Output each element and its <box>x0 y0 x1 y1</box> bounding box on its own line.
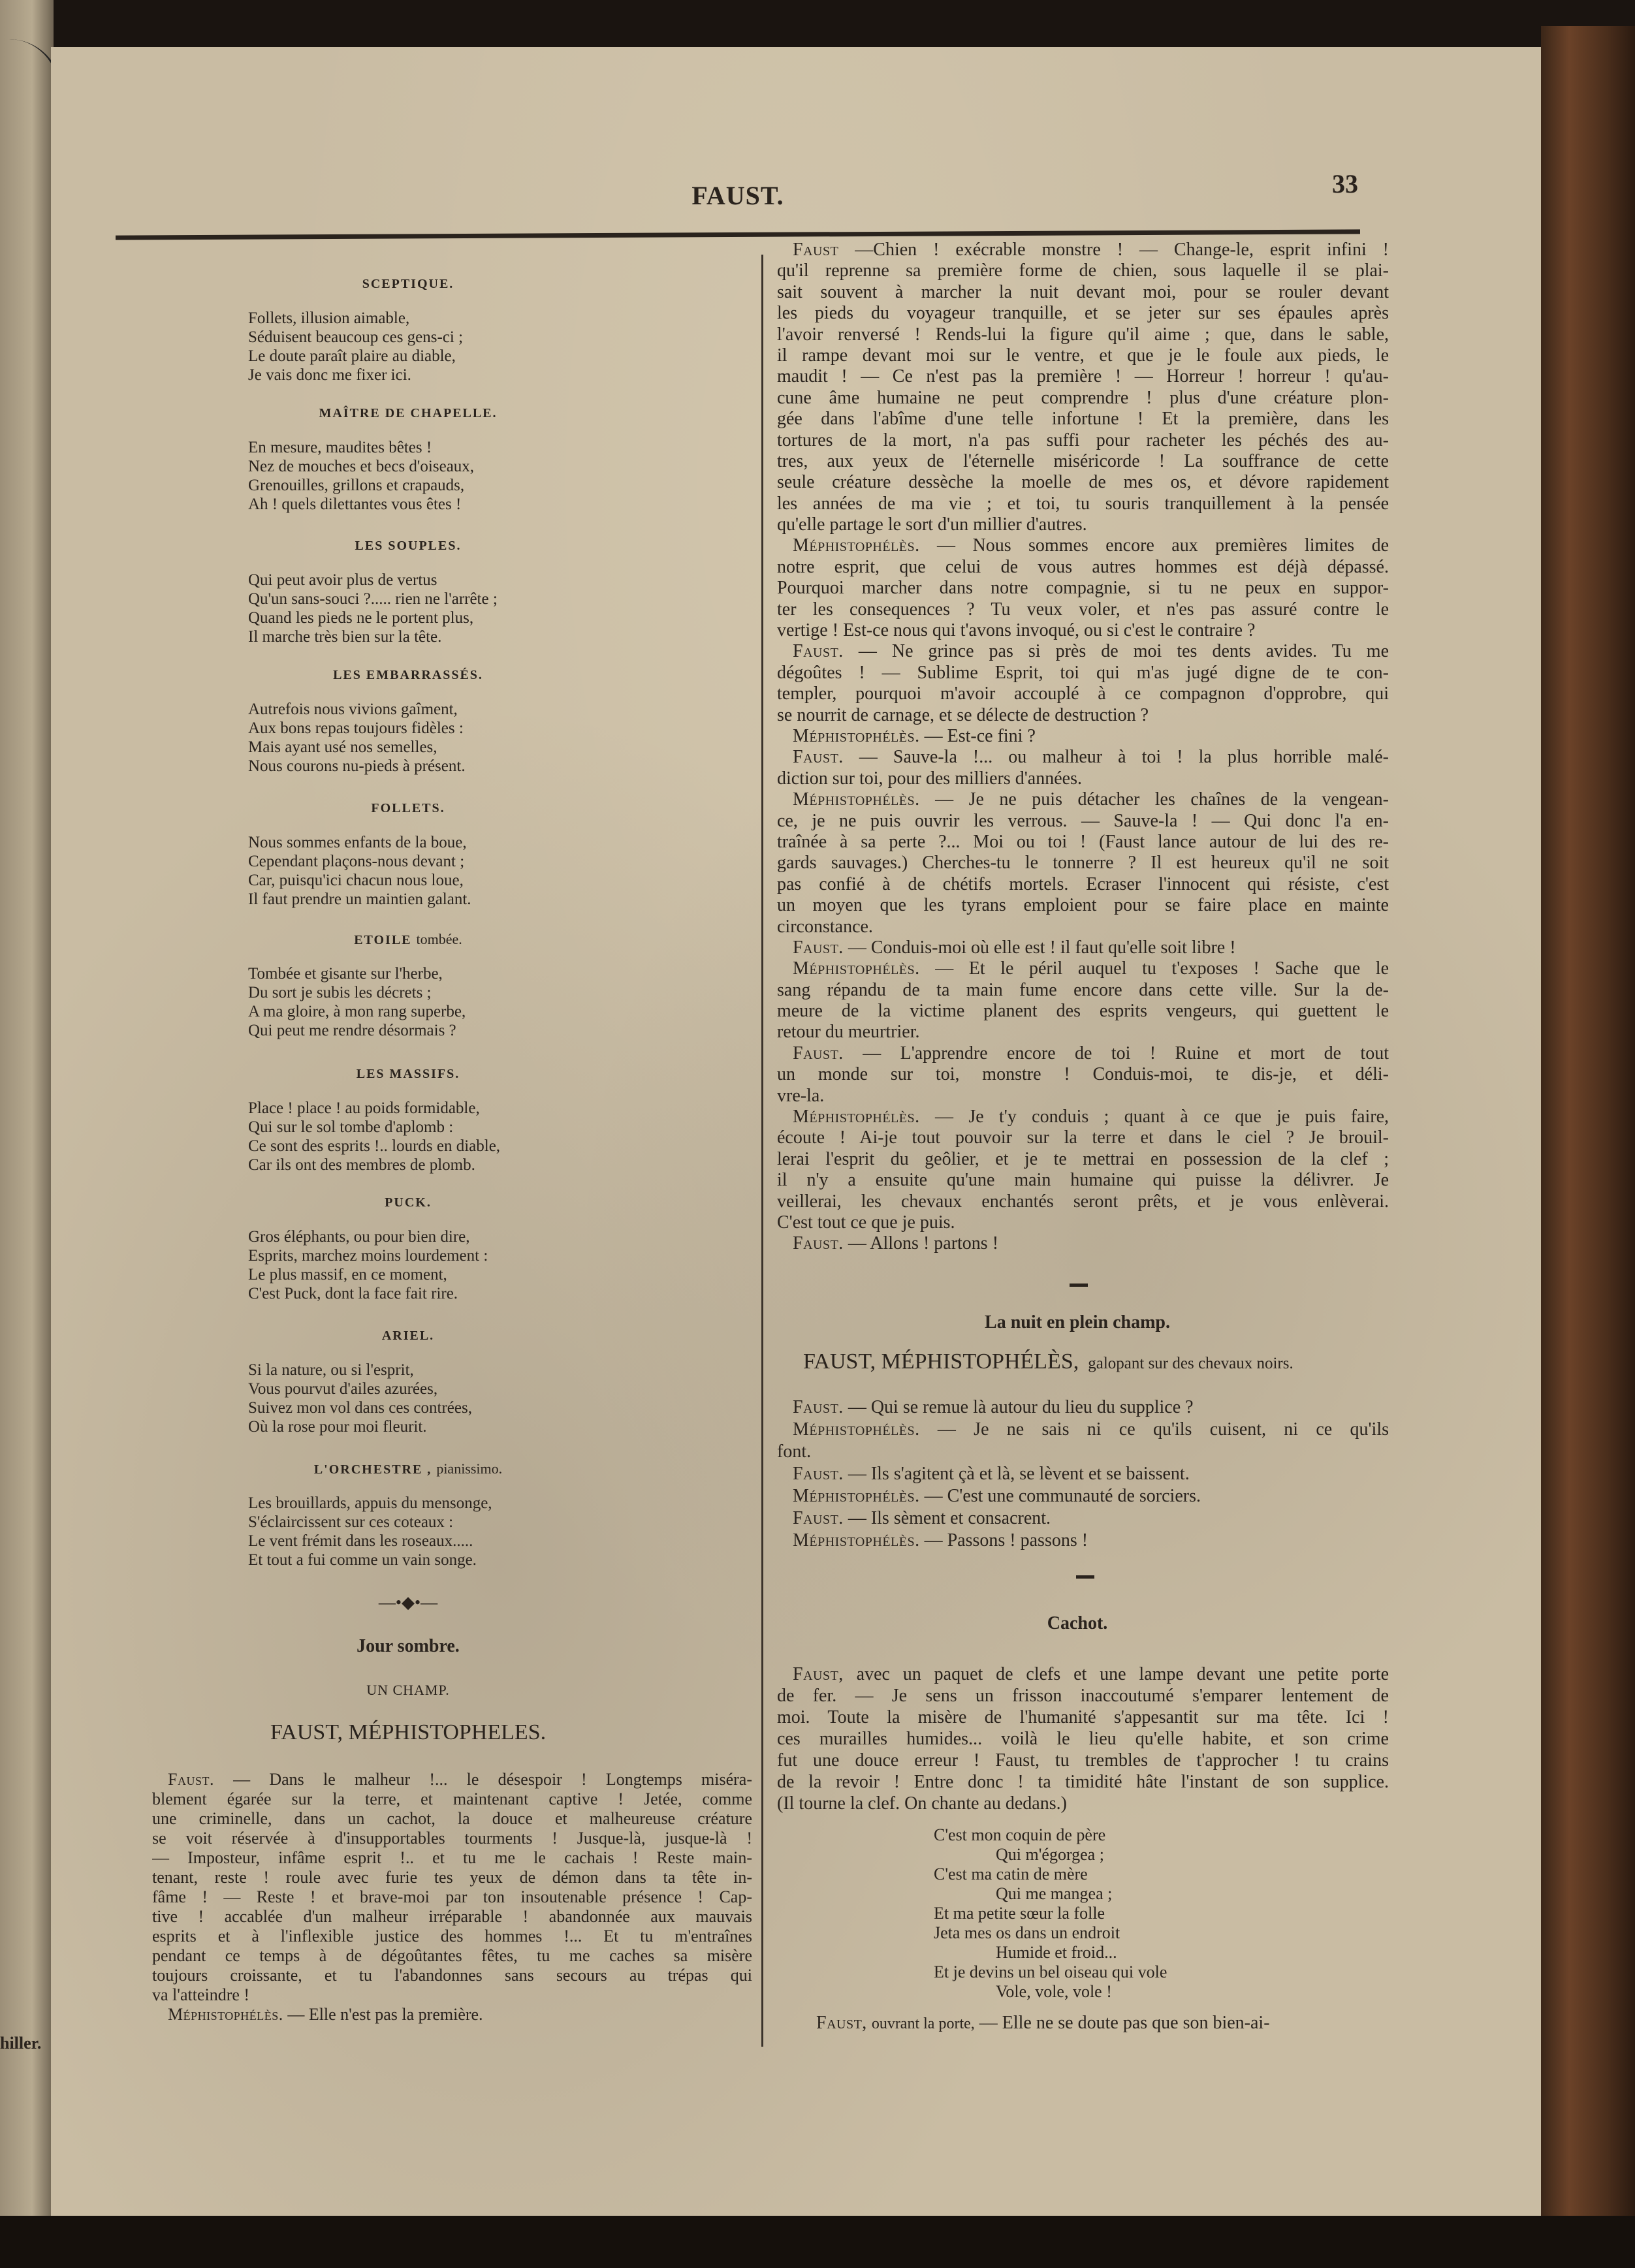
stanza-lines <box>248 1361 757 1436</box>
speech-line <box>777 980 1389 1001</box>
dialogue-text: de la revoir ! Entre donc ! ta timidité hâte l'instant de son supplice. <box>777 1772 1389 1792</box>
speech-line <box>152 1927 752 1946</box>
speech-line <box>777 811 1389 832</box>
stanza-lines <box>248 700 757 776</box>
speech-first-line <box>777 1463 1389 1485</box>
speech-line <box>777 1685 1389 1707</box>
verse-line: Ce sont des esprits !.. lourds en diable, <box>248 1137 501 1155</box>
dialogue-text: cune âme humaine ne peut comprendre ! plus d'une créature plon- <box>777 387 1389 408</box>
stanza-heading <box>248 800 568 817</box>
dialogue-text: vre-la. <box>777 1085 825 1106</box>
song-line: Qui m'égorgea ; <box>996 1845 1104 1864</box>
speech-first-line <box>777 747 1389 768</box>
dialogue-text: — Nous sommes encore aux premières limites de <box>937 535 1389 556</box>
verse-line: Car, puisqu'ici chacun nous loue, <box>248 872 464 889</box>
verse-line: Le doute paraît plaire au diable, <box>248 347 456 365</box>
verse-line: Les brouillards, appuis du mensonge, <box>248 1494 492 1512</box>
dialogue-text: meure de la victime planent des esprits vengeurs, qui guettent le <box>777 1001 1389 1022</box>
stanza-lines <box>248 438 757 514</box>
scene-characters: FAUST, MÉPHISTOPHELES. <box>270 1720 547 1744</box>
dialogue-text: se nourrit de carnage, et se délecte de destruction ? <box>777 704 1149 725</box>
stanza-heading-text: ARIEL. <box>381 1329 435 1343</box>
dialogue-text: diction sur toi, pour des milliers d'années. <box>777 768 1082 789</box>
song-verse <box>934 1825 1167 2002</box>
speech-line <box>777 1001 1389 1022</box>
left-dialogue <box>152 1770 752 2024</box>
verse-line: Il marche très bien sur la tête. <box>248 628 442 646</box>
stanza-heading-text: PUCK. <box>385 1195 432 1210</box>
speaker-name: Faust, <box>816 2013 867 2033</box>
speech-first-line <box>777 937 1389 958</box>
stanza-heading-text: L'ORCHESTRE , <box>313 1462 432 1477</box>
stanza-heading <box>248 1065 568 1082</box>
speech-line <box>777 1441 1389 1463</box>
stanza-heading <box>248 667 568 684</box>
stanza-heading <box>248 1194 568 1211</box>
speech-line <box>777 1771 1389 1793</box>
dialogue-text: — Allons ! partons ! <box>848 1233 999 1254</box>
stanza <box>248 931 757 1040</box>
cachot-scene-title: Cachot. <box>1047 1613 1108 1633</box>
margin-fragment: hiller. <box>0 2034 42 2053</box>
speech-line <box>152 1907 752 1927</box>
verse-line: A ma gloire, à mon rang superbe, <box>248 1003 466 1020</box>
verse-line: Ah ! quels dilettantes vous êtes ! <box>248 496 462 513</box>
final-dialogue-line <box>816 2012 1270 2035</box>
verse-line: Je vais donc me fixer ici. <box>248 366 411 384</box>
verse-line: Qui peut me rendre désormais ? <box>248 1022 456 1039</box>
speaker-name: Méphistophélès. <box>793 535 920 556</box>
dialogue-text: font. <box>777 1441 812 1462</box>
dialogue-text: lerai l'esprit du geôlier, et je te mettrai en possession de la clef ; <box>777 1148 1389 1169</box>
dialogue-text: — Est-ce fini ? <box>924 725 1036 746</box>
night-dialogue <box>777 1396 1389 1552</box>
stanza-heading <box>248 1327 568 1344</box>
dialogue-text: traînée à sa perte ?... Moi ou toi ! (Faust lance autour de lui des re- <box>777 831 1389 852</box>
speech-line <box>777 1750 1389 1771</box>
stanza-heading-text: LES SOUPLES. <box>355 539 462 553</box>
dialogue-text: écoute ! Ai-je tout pouvoir sur la terre et dans le ciel ? Je brouil- <box>777 1127 1389 1148</box>
speaker-name: Faust. <box>793 1043 844 1063</box>
column-divider <box>761 255 763 2047</box>
stanza-subheading: tombée. <box>416 931 462 947</box>
dialogue-text: templer, pourquoi m'avoir accouplé à ce compagnon d'opprobre, qui <box>777 684 1389 704</box>
dialogue-text: gards sauvages.) Cherches-tu le tonnerre ? Il est heureux qu'il ne soit <box>777 853 1389 874</box>
speech-line <box>777 1022 1389 1043</box>
song-line: Et je devins un bel oiseau qui vole <box>934 1962 1167 1981</box>
dialogue-text: — Ils sèment et consacrent. <box>848 1508 1051 1528</box>
dialogue-text: va l'atteindre ! <box>152 1985 250 2004</box>
dialogue-text: qu'il reprenne sa première forme de chien, sous laquelle il se plai- <box>777 260 1389 281</box>
stanza-lines <box>248 1099 757 1174</box>
dialogue-text: retour du meurtrier. <box>777 1022 920 1043</box>
verse-line: Du sort je subis les décrets ; <box>248 984 432 1001</box>
stanza-lines <box>248 1227 757 1303</box>
song-line: Vole, vole, vole ! <box>996 1982 1112 2001</box>
speech-line <box>777 1064 1389 1085</box>
stanza <box>248 1065 757 1174</box>
dialogue-text: pas confié à de chétifs mortels. Ecraser l'innocent qui résiste, c'est <box>777 874 1389 894</box>
stanza-heading-text: ETOILE <box>354 933 412 947</box>
dialogue-text: les années de ma vie ; et toi, tu souris tranquillement à la pensée <box>777 493 1389 514</box>
stanza <box>248 1194 757 1303</box>
speech-line <box>777 324 1389 345</box>
speech-line <box>152 1809 752 1829</box>
dialogue-text: sait souvent à marcher la nuit devant moi, pour se rouler devant <box>777 281 1389 302</box>
dialogue-text: il rampe devant moi sur le ventre, et que je le foule aux pieds, le <box>777 345 1389 366</box>
dialogue-text: les pieds du voyageur tranquille, et se jeter sur ses épaules après <box>777 303 1389 324</box>
dialogue-text: — Je ne sais ni ce qu'ils cuisent, ni ce qu'ils <box>937 1419 1389 1440</box>
page-number: 33 <box>1332 169 1358 198</box>
verse-line: Autrefois nous vivions gaîment, <box>248 701 458 718</box>
speech-first-line <box>777 535 1389 556</box>
dialogue-text: — Passons ! passons ! <box>924 1530 1088 1551</box>
speaker-name: Méphistophélès. <box>793 1107 920 1127</box>
dialogue-text: veillerai, les chevaux enchantés seront prêts, et je vous enlèverai. <box>777 1191 1389 1212</box>
dialogue-text: avec un paquet de clefs et une lampe devant une petite porte <box>856 1664 1389 1684</box>
dialogue-text: qu'elle partage le sort d'un millier d'autres. <box>777 514 1087 535</box>
verse-line: Qui peut avoir plus de vertus <box>248 571 437 589</box>
speech-line <box>152 1887 752 1907</box>
night-scene-characters: FAUST, MÉPHISTOPHÉLÈS, <box>803 1349 1079 1374</box>
verse-line: Qu'un sans-souci ?..... rien ne l'arrête ; <box>248 590 498 608</box>
dialogue-text: dégoûtes ! — Sublime Esprit, toi qui m'as jugé digne de te con- <box>777 662 1389 683</box>
dialogue-text: un monde sur toi, monstre ! Conduis-moi, te dis-je, et déli- <box>777 1064 1389 1085</box>
stanza <box>248 1460 757 1569</box>
speech-line <box>777 768 1389 789</box>
song-line: Et ma petite sœur la folle <box>934 1904 1105 1923</box>
dialogue-text: blement égarée sur la terre, et maintenant captive ! Jetée, comme <box>152 1789 752 1808</box>
dialogue-text: — Sauve-la !... ou malheur à toi ! la plus horrible malé- <box>859 747 1389 768</box>
speech-line <box>777 1086 1389 1107</box>
speech-line <box>152 1829 752 1848</box>
speech-line <box>152 1848 752 1868</box>
speech-first-line <box>777 1485 1389 1507</box>
dialogue-text: esprits et à l'inflexible justice des hommes !... Et tu m'entraînes <box>152 1927 752 1945</box>
cachot-dialogue <box>777 1663 1389 1814</box>
song-line: Jeta mes os dans un endroit <box>934 1923 1120 1942</box>
speech-line <box>152 1966 752 1985</box>
speech-line <box>777 472 1389 493</box>
night-scene-heading <box>803 1347 1294 1380</box>
speech-line <box>777 620 1389 641</box>
dialogue-text: — Dans le malheur !... le désespoir ! Longtemps miséra- <box>233 1770 752 1789</box>
speech-line <box>777 430 1389 451</box>
dialogue-text: fut une douce erreur ! Faust, tu trembles de t'approcher ! tu crains <box>777 1750 1389 1771</box>
dialogue-text: — Je ne puis détacher les chaînes de la vengean- <box>935 789 1389 810</box>
song-line: C'est ma catin de mère <box>934 1865 1088 1883</box>
dialogue-text: tortures de la mort, n'a pas suffi pour racheter les péchés des au- <box>777 430 1389 450</box>
verse-line: Mais ayant usé nos semelles, <box>248 738 437 756</box>
speech-first-line <box>777 1043 1389 1064</box>
verse-line: Le vent frémit dans les roseaux..... <box>248 1532 473 1550</box>
verse-line: Car ils ont des membres de plomb. <box>248 1156 475 1174</box>
verse-line: Aux bons repas toujours fidèles : <box>248 719 464 737</box>
speech-first-line <box>777 240 1389 260</box>
verse-line: Grenouilles, grillons et crapauds, <box>248 477 465 494</box>
speech-line <box>777 1793 1389 1814</box>
speech-first-line <box>152 1770 752 1789</box>
stanza-heading <box>248 405 568 422</box>
dialogue-text: de fer. — Je sens un frisson inaccoutumé s'emparer lentement de <box>777 1686 1389 1706</box>
dialogue-text: ces murailles humides... voilà le lieu qu'elle habite, et son crime <box>777 1729 1389 1749</box>
dialogue-text: — Qui se remue là autour du lieu du supplice ? <box>848 1397 1194 1417</box>
speech-line <box>777 282 1389 303</box>
speaker-name: Faust. <box>793 1233 844 1254</box>
speech-line <box>777 366 1389 387</box>
running-title: FAUST. <box>691 181 784 210</box>
ornament-divider: —•◆•— <box>378 1593 438 1612</box>
speech-line <box>777 853 1389 874</box>
dialogue-text: — Conduis-moi où elle est ! il faut qu'elle soit libre ! <box>848 937 1236 958</box>
speech-line <box>152 1985 752 2005</box>
dialogue-text: — Ne grince pas si près de moi tes dents avides. Tu me <box>858 641 1389 662</box>
speech-line <box>152 1868 752 1887</box>
stanza-heading <box>248 276 568 292</box>
speech-first-line <box>777 1507 1389 1530</box>
verse-line: Nez de mouches et becs d'oiseaux, <box>248 458 475 475</box>
verse-line: S'éclaircissent sur ces coteaux : <box>248 1513 454 1531</box>
verse-line: Et tout a fui comme un vain songe. <box>248 1551 477 1569</box>
verse-line: En mesure, maudites bêtes ! <box>248 439 432 456</box>
speaker-name: Faust. <box>793 1397 844 1417</box>
speech-first-line <box>777 1663 1389 1685</box>
dialogue-text: — Je t'y conduis ; quant à ce que je puis faire, <box>934 1107 1389 1127</box>
speech-line <box>777 1170 1389 1191</box>
speaker-name: Méphistophélès. <box>793 789 920 810</box>
speaker-name: Faust <box>793 240 839 260</box>
speech-line <box>777 345 1389 366</box>
speech-first-line <box>777 641 1389 662</box>
scene-place: UN CHAMP. <box>366 1682 450 1698</box>
scan-border <box>0 2216 1635 2268</box>
speech-first-line <box>152 2005 752 2024</box>
speech-line <box>777 494 1389 514</box>
dialogue-text: toujours croissante, et tu l'abandonnes sans secours au trépas qui <box>152 1966 752 1985</box>
speech-line <box>777 1149 1389 1170</box>
speech-first-line <box>777 1396 1389 1419</box>
dialogue-text: il n'y a ensuite qu'une main humaine qui puisse la délivrer. Je <box>777 1170 1389 1191</box>
dialogue-text: C'est tout ce que je puis. <box>777 1212 955 1233</box>
section-dash <box>1076 1575 1094 1579</box>
dialogue-text: — Elle ne se doute pas que son bien-ai- <box>979 2013 1270 2033</box>
dialogue-text: gée dans l'abîme d'une telle infortune ! Et la première, dans les <box>777 409 1389 430</box>
song-line: C'est mon coquin de père <box>934 1825 1106 1844</box>
stanza-heading <box>248 1460 568 1477</box>
speech-line <box>777 303 1389 324</box>
stanza <box>248 405 757 514</box>
verse-line: Nous courons nu-pieds à présent. <box>248 757 466 775</box>
stanza <box>248 667 757 776</box>
speaker-name: Faust. <box>793 937 844 958</box>
previous-page-edge <box>0 0 54 2220</box>
verse-line: Le plus massif, en ce moment, <box>248 1266 447 1284</box>
stanza-lines <box>248 964 757 1040</box>
speech-line <box>777 1191 1389 1212</box>
speaker-name: Faust, <box>793 1664 844 1684</box>
verse-line: Où la rose pour moi fleurit. <box>248 1418 427 1436</box>
verse-line: Vous pourvut d'ailes azurées, <box>248 1380 438 1398</box>
dialogue-text: tive ! accablée d'un malheur irréparable ! abandonnée aux mauvais <box>152 1907 752 1926</box>
verse-line: Nous sommes enfants de la boue, <box>248 834 467 851</box>
speech-first-line <box>777 1419 1389 1441</box>
stanza-lines <box>248 833 757 909</box>
speech-first-line <box>777 1530 1389 1552</box>
speaker-name: Méphistophélès. <box>793 1530 920 1551</box>
speech-line <box>777 557 1389 578</box>
dialogue-text: fâme ! — Reste ! et brave-moi par ton insoutenable présence ! Cap- <box>152 1887 752 1906</box>
stanza-heading-text: LES EMBARRASSÉS. <box>333 668 483 682</box>
speaker-name: Faust. <box>793 747 844 768</box>
night-scene-title: La nuit en plein champ. <box>985 1312 1170 1332</box>
stanza <box>248 537 757 646</box>
dialogue-text: tres, aux yeux de l'éternelle miséricorde ! La souffrance de cette <box>777 450 1389 471</box>
section-dash <box>1070 1284 1088 1287</box>
night-scene-stage-direction: galopant sur des chevaux noirs. <box>1088 1355 1294 1372</box>
stanza-heading <box>248 537 568 554</box>
verse-line: Tombée et gisante sur l'herbe, <box>248 965 443 983</box>
dialogue-text: circonstance. <box>777 916 873 937</box>
verse-line: Follets, illusion aimable, <box>248 309 410 327</box>
speech-line <box>777 874 1389 895</box>
dialogue-text: (Il tourne la clef. On chante au dedans.) <box>777 1793 1067 1814</box>
speech-first-line <box>777 1107 1389 1127</box>
dialogue-text: Pourquoi marcher dans notre compagnie, si tu ne peux en suppor- <box>777 578 1389 599</box>
dialogue-text: tenant, reste ! roule avec furie tes yeux de démon dans ta tête in- <box>152 1868 752 1887</box>
stanza-heading-text: LES MASSIFS. <box>356 1067 460 1081</box>
dialogue-text: seule créature dessèche la moelle de mes os, et dévore rapidement <box>777 472 1389 493</box>
speech-line <box>777 663 1389 684</box>
stanza-heading <box>248 931 568 948</box>
speech-line <box>777 514 1389 535</box>
speaker-name: Méphistophélès. <box>793 1486 920 1506</box>
dialogue-text: ce, je ne puis ouvrir les verrous. — Sauve-la ! — Qui donc l'a en- <box>777 810 1389 831</box>
dialogue-text: moi. Toute la misère de l'humanité s'appesantit sur ma tête. Ici ! <box>777 1707 1389 1727</box>
verse-line: Gros éléphants, ou pour bien dire, <box>248 1228 470 1246</box>
dialogue-text: sang répandu de ta main fume encore dans cette ville. Sur la de- <box>777 979 1389 1000</box>
song-line: Qui me mangea ; <box>996 1884 1113 1903</box>
speech-line <box>777 599 1389 620</box>
stanza-lines <box>248 571 757 646</box>
stanza-heading-text: MAÎTRE DE CHAPELLE. <box>319 406 498 420</box>
speaker-name: Méphistophélès. <box>793 958 920 979</box>
verse-line: Place ! place ! au poids formidable, <box>248 1099 480 1117</box>
verse-line: Esprits, marchez moins lourdement : <box>248 1247 488 1265</box>
speaker-name: Méphistophélès. <box>793 1419 920 1440</box>
dialogue-text: — Elle n'est pas la première. <box>287 2005 483 2024</box>
verse-line: Cependant plaçons-nous devant ; <box>248 853 465 870</box>
dialogue-text: ter les consequences ? Tu veux voler, et n'es pas assuré contre le <box>777 599 1389 620</box>
speech-line <box>152 1789 752 1809</box>
dialogue-text: un moyen que les tyrans emploient pour se faire place en mainte <box>777 895 1389 916</box>
speaker-name: Faust. <box>793 1464 844 1484</box>
speech-line <box>152 1946 752 1966</box>
dialogue-text: l'avoir renversé ! Rends-lui la figure qu'il aime ; que, dans le sable, <box>777 324 1389 345</box>
dialogue-text: se voit réservée à d'insupportables tourments ! Jusque-là, jusque-là ! <box>152 1829 752 1848</box>
dialogue-text: —Chien ! exécrable monstre ! — Change-le, esprit infini ! <box>855 240 1389 260</box>
speech-line <box>777 1707 1389 1728</box>
speech-line <box>777 705 1389 726</box>
stage-direction: ouvrant la porte, <box>871 2015 975 2032</box>
speech-line <box>777 1728 1389 1750</box>
stanza-lines <box>248 1494 757 1569</box>
verse-line: Il faut prendre un maintien galant. <box>248 890 471 908</box>
dialogue-text: notre esprit, que celui de vous autres hommes est déjà dépassé. <box>777 556 1389 577</box>
speech-line <box>777 895 1389 916</box>
dialogue-text: — L'apprendre encore de toi ! Ruine et mort de tout <box>863 1043 1389 1063</box>
speaker-name: Faust. <box>168 1770 214 1789</box>
stanza-heading-text: FOLLETS. <box>371 801 445 815</box>
speech-line <box>777 1127 1389 1148</box>
dialogue-text: pendant ce temps à de dégoûtantes fêtes, tu me caches sa misère <box>152 1946 752 1965</box>
speech-line <box>777 1212 1389 1233</box>
dialogue-text: — C'est une communauté de sorciers. <box>924 1486 1201 1506</box>
right-dialogue <box>777 240 1389 1255</box>
speaker-name: Faust. <box>793 1508 844 1528</box>
speech-first-line <box>777 789 1389 810</box>
speech-line <box>777 578 1389 599</box>
verse-line: Séduisent beaucoup ces gens-ci ; <box>248 328 464 346</box>
speaker-name: Faust. <box>793 641 844 662</box>
verse-line: Si la nature, ou si l'esprit, <box>248 1361 414 1379</box>
stanza <box>248 1327 757 1436</box>
speech-first-line <box>777 1233 1389 1254</box>
stanza-subheading: pianissimo. <box>436 1460 503 1477</box>
dialogue-text: maudit ! — Ce n'est pas la première ! — Horreur ! horreur ! qu'au- <box>777 366 1389 387</box>
speech-line <box>777 917 1389 937</box>
dialogue-text: — Imposteur, infâme esprit !.. et tu me le cachais ! Reste main- <box>152 1848 752 1867</box>
dialogue-text: vertige ! Est-ce nous qui t'avons invoqué, ou si c'est le contraire ? <box>777 620 1256 641</box>
verse-line: Qui sur le sol tombe d'aplomb : <box>248 1118 454 1136</box>
book-binding <box>1541 26 1635 2268</box>
speech-line <box>777 451 1389 472</box>
stanza-lines <box>248 309 757 385</box>
speech-line <box>777 832 1389 853</box>
speech-first-line <box>777 958 1389 979</box>
stanza-heading-text: SCEPTIQUE. <box>362 277 454 291</box>
speech-first-line <box>777 726 1389 747</box>
verse-line: Suivez mon vol dans ces contrées, <box>248 1399 472 1417</box>
speech-line <box>777 260 1389 281</box>
dialogue-text: une criminelle, dans un cachot, la douce et malheureuse créature <box>152 1809 752 1828</box>
dialogue-text: — Ils s'agitent çà et là, se lèvent et se baissent. <box>848 1464 1190 1484</box>
speech-line <box>777 684 1389 704</box>
speaker-name: Méphistophélès. <box>168 2005 283 2024</box>
verse-line: Quand les pieds ne le portent plus, <box>248 609 474 627</box>
scene-title: Jour sombre. <box>357 1636 460 1656</box>
verse-line: C'est Puck, dont la face fait rire. <box>248 1285 458 1302</box>
stanza <box>248 276 757 385</box>
speech-line <box>777 409 1389 430</box>
dialogue-text: — Et le péril auquel tu t'exposes ! Sache que le <box>935 958 1389 979</box>
song-line: Humide et froid... <box>996 1943 1117 1962</box>
speaker-name: Méphistophélès. <box>793 725 920 746</box>
stanza <box>248 800 757 909</box>
speech-line <box>777 388 1389 409</box>
